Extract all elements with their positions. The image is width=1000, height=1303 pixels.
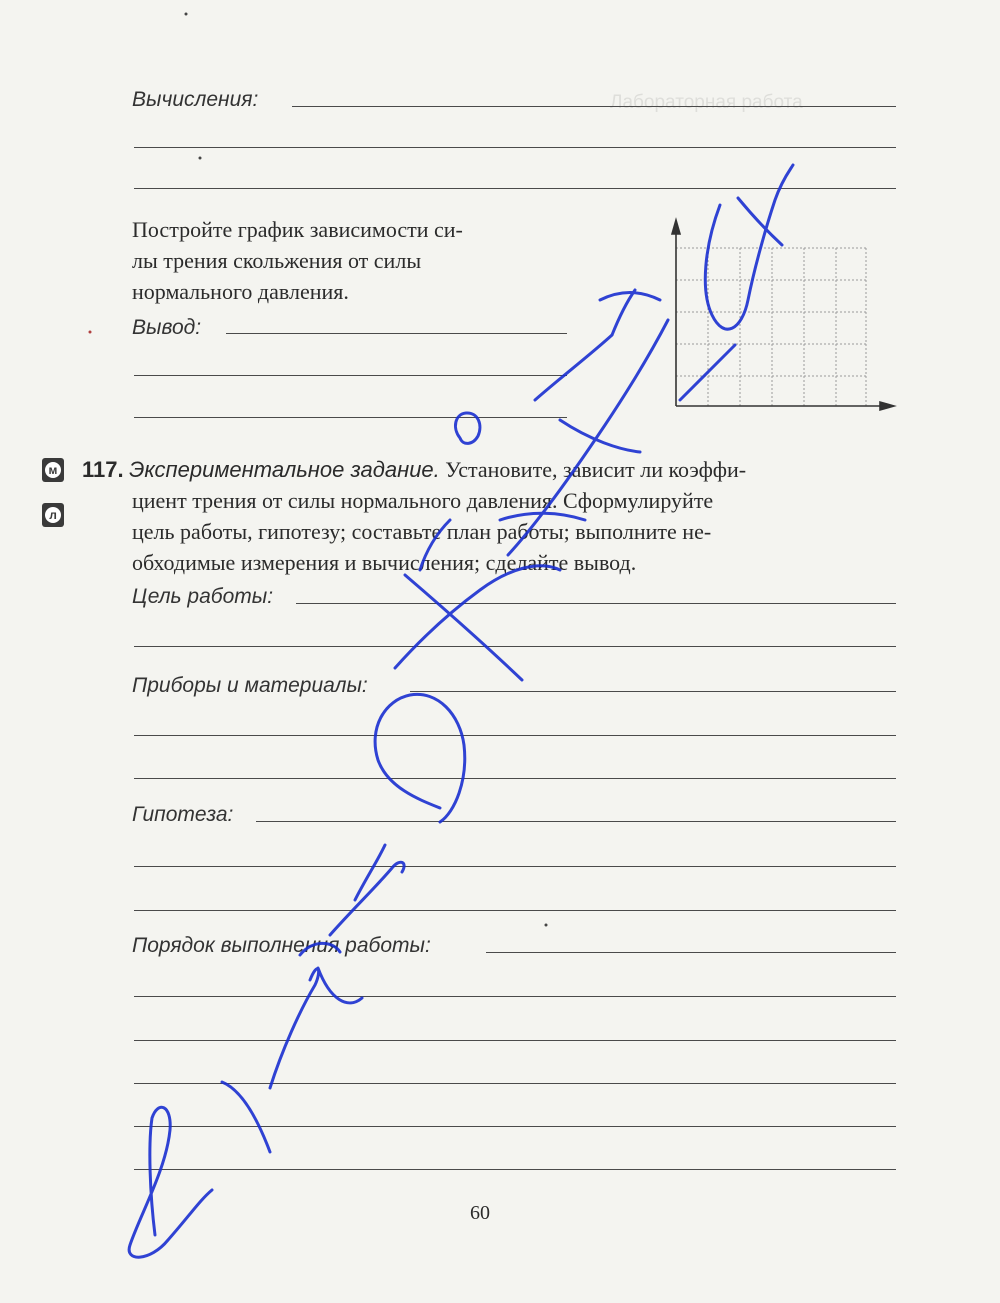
hypothesis-line[interactable] xyxy=(134,910,896,911)
graph-instruction: Постройте график зависимости си- лы трения скольжения от силы нормального давления. xyxy=(132,217,463,304)
procedure-line[interactable] xyxy=(134,1083,896,1084)
bleed-through-text: Лабораторная работа xyxy=(610,92,803,113)
badge-l: л xyxy=(42,503,64,527)
conclusion-line[interactable] xyxy=(226,333,567,334)
procedure-line[interactable] xyxy=(134,1169,896,1170)
procedure-line[interactable] xyxy=(134,1126,896,1127)
task-number: 117. xyxy=(82,457,124,482)
calculations-label: Вычисления: xyxy=(132,88,259,111)
procedure-label: Порядок выполнения работы: xyxy=(132,934,431,957)
badge-m: м xyxy=(42,458,64,482)
conclusion-line[interactable] xyxy=(134,375,567,376)
calculations-line[interactable] xyxy=(134,188,896,189)
hypothesis-label: Гипотеза: xyxy=(132,803,234,826)
procedure-line[interactable] xyxy=(486,952,896,953)
task-title: Экспериментальное задание. xyxy=(129,457,440,482)
hypothesis-line[interactable] xyxy=(256,821,896,822)
procedure-line[interactable] xyxy=(134,996,896,997)
page-number: 60 xyxy=(470,1202,490,1224)
task-text-first: Установите, зависит ли коэффи- xyxy=(445,457,747,482)
goal-line[interactable] xyxy=(296,603,896,604)
instruments-line[interactable] xyxy=(134,735,896,736)
instruments-line[interactable] xyxy=(410,691,896,692)
calculations-line[interactable] xyxy=(134,147,896,148)
goal-label: Цель работы: xyxy=(132,585,274,608)
hypothesis-line[interactable] xyxy=(134,866,896,867)
calculations-line[interactable] xyxy=(292,106,896,107)
instruments-line[interactable] xyxy=(134,778,896,779)
conclusion-line[interactable] xyxy=(134,417,567,418)
procedure-line[interactable] xyxy=(134,1040,896,1041)
conclusion-label: Вывод: xyxy=(132,316,202,339)
instruments-label: Приборы и материалы: xyxy=(132,674,368,697)
goal-line[interactable] xyxy=(134,646,896,647)
task-117 xyxy=(82,454,902,485)
task-text-rest: циент трения от силы нормального давления. Сформулируйте цель работы, гипотезу; составьте план работы; выполните не- обходимые измерения и вычисления; сделайте вывод. xyxy=(132,488,714,575)
